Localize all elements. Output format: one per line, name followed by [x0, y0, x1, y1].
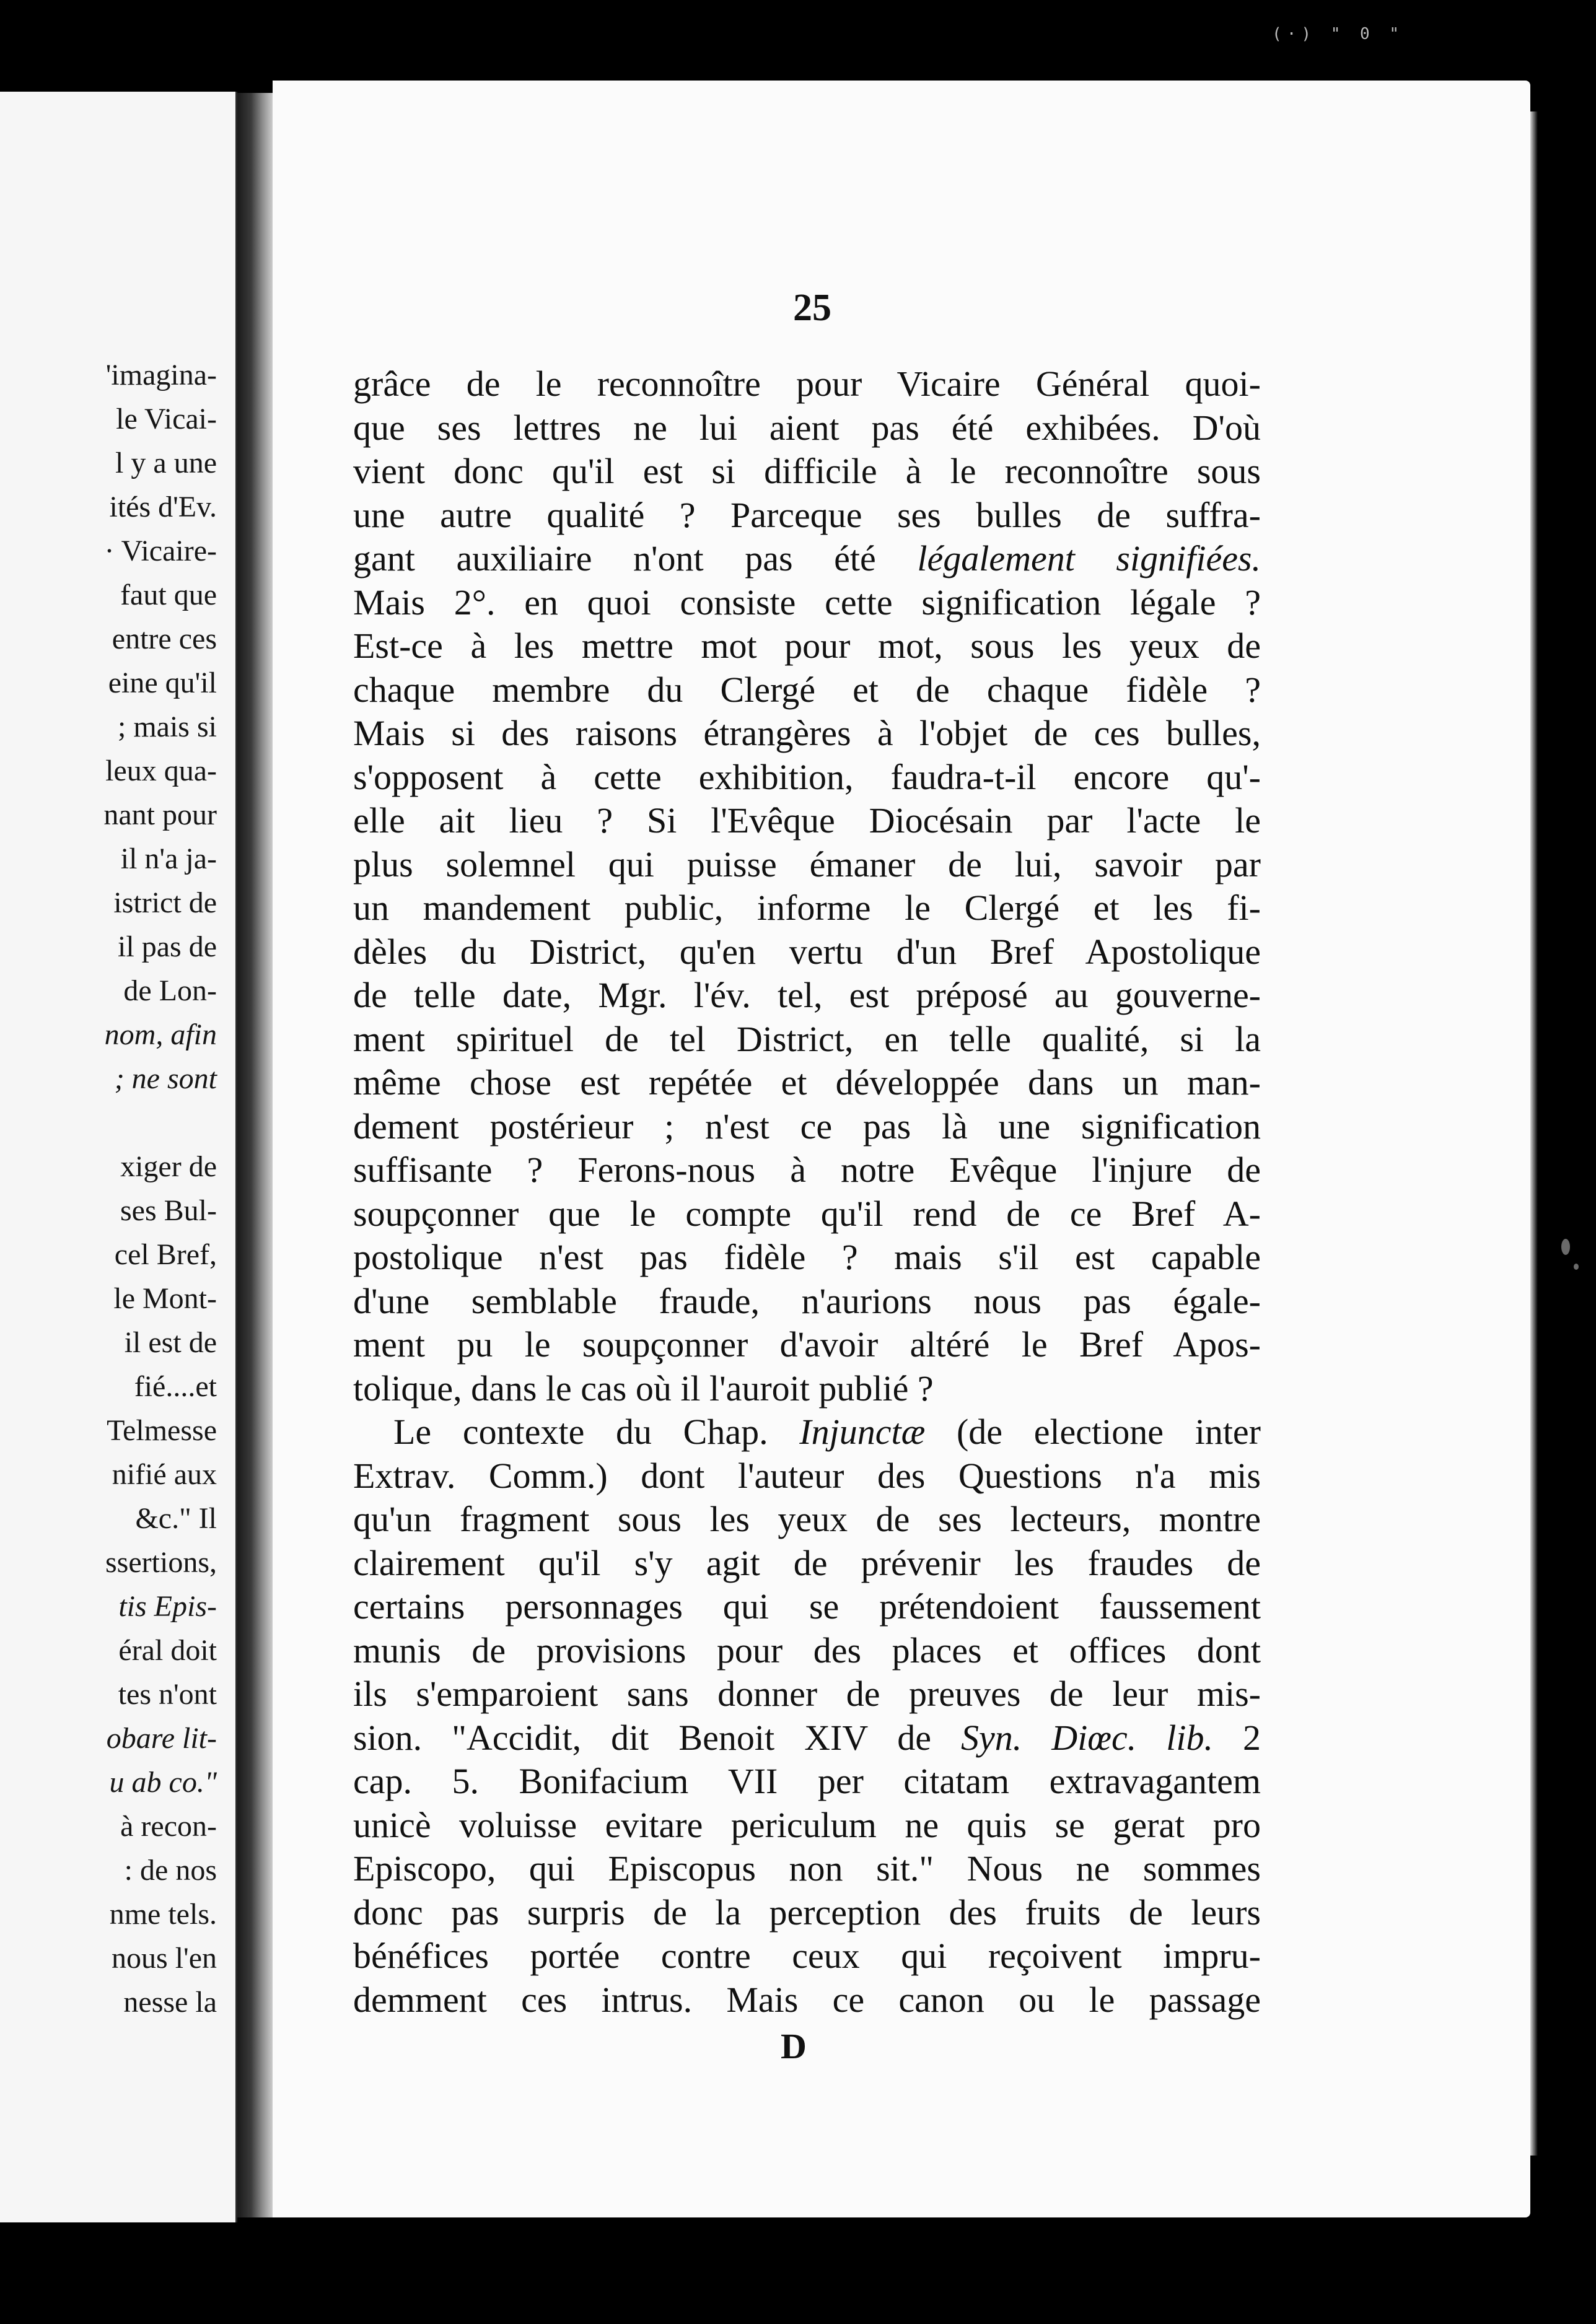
text-line: [353, 1498, 1261, 1541]
text-span: soupçonner que le compte qu'il rend de ce Bref A-: [353, 1193, 1261, 1234]
text-span: ment pu le soupçonner d'avoir altéré le Bref Apos-: [353, 1324, 1261, 1365]
text-span: unicè voluisse evitare periculum ne quis se gerat pro: [353, 1804, 1261, 1845]
previous-page-line: il n'a ja-: [120, 842, 217, 875]
previous-page-line: nme tels.: [109, 1898, 217, 1931]
text-line: [353, 1236, 1261, 1279]
text-line: [353, 1760, 1261, 1803]
text-span: sion. "Accidit, dit Benoit XIV de: [353, 1717, 961, 1758]
previous-page-line: &c." Il: [135, 1502, 217, 1535]
previous-page-line: l y a une: [115, 447, 217, 479]
previous-page-line: obare lit-: [106, 1722, 217, 1755]
previous-page-line: ités d'Ev.: [109, 491, 217, 523]
text-span: vient donc qu'il est si difficile à le reconnoître sous: [353, 451, 1261, 491]
text-line: [353, 1323, 1261, 1366]
text-line: [353, 712, 1261, 755]
text-span: Le contexte du Chap.: [393, 1412, 800, 1452]
text-line: [353, 624, 1261, 668]
previous-page-line: ; ne sont: [114, 1062, 217, 1095]
text-span: elle ait lieu ? Si l'Evêque Diocésain par l'acte le: [353, 800, 1261, 841]
previous-page-line: à recon-: [120, 1810, 217, 1843]
text-line: [353, 1891, 1261, 1934]
previous-page-line: Telmesse: [107, 1414, 217, 1447]
text-span: Extrav. Comm.) dont l'auteur des Questions n'a mis: [353, 1455, 1261, 1496]
text-span: 2: [1212, 1717, 1261, 1758]
previous-page-line: xiger de: [120, 1150, 217, 1183]
text-line: [353, 843, 1261, 886]
text-line: [353, 581, 1261, 624]
text-span: certains personnages qui se prétendoient faussement: [353, 1586, 1261, 1627]
previous-page-line: tes n'ont: [118, 1678, 217, 1711]
previous-page-line: · Vicaire-: [104, 535, 217, 567]
text-line: [353, 1672, 1261, 1716]
text-span: postolique n'est pas fidèle ? mais s'il est capable: [353, 1237, 1261, 1277]
text-line: [353, 756, 1261, 799]
text-line: [353, 1978, 1261, 2022]
previous-page: [0, 92, 237, 2222]
previous-page-line: nant pour: [103, 798, 217, 831]
text-span: Est-ce à les mettre mot pour mot, sous les yeux de: [353, 626, 1261, 666]
text-line: [353, 1367, 1261, 1410]
text-line: [353, 1105, 1261, 1148]
text-line: [353, 1716, 1261, 1760]
previous-page-line: u ab co.": [109, 1766, 217, 1799]
text-line: [353, 1454, 1261, 1498]
text-line: [353, 494, 1261, 537]
text-span: même chose est repétée et développée dans un man-: [353, 1062, 1261, 1103]
text-span: ils s'emparoient sans donner de preuves de leur mis-: [353, 1674, 1261, 1714]
previous-page-line: leux qua-: [105, 754, 217, 787]
text-span: bénéfices portée contre ceux qui reçoivent impru-: [353, 1936, 1261, 1976]
text-line: [393, 1410, 1261, 1454]
previous-page-line: 'imagina-: [105, 359, 217, 391]
text-span: clairement qu'il s'y agit de prévenir les fraudes de: [353, 1542, 1261, 1583]
italic-text: Injunctæ: [799, 1412, 926, 1452]
text-line: [353, 537, 1261, 580]
text-span: (de electione inter: [925, 1412, 1261, 1452]
text-span: grâce de le reconnoître pour Vicaire Général quoi-: [353, 364, 1261, 404]
text-span: tolique, dans le cas où il l'auroit publié ?: [353, 1368, 934, 1409]
text-span: de telle date, Mgr. l'év. tel, est préposé au gouverne-: [353, 975, 1261, 1015]
text-line: [353, 1585, 1261, 1628]
text-span: dement postérieur ; n'est ce pas là une signification: [353, 1106, 1261, 1147]
text-span: que ses lettres ne lui aient pas été exhibées. D'où: [353, 407, 1261, 448]
previous-page-line: ; mais si: [117, 710, 217, 743]
text-span: Mais 2°. en quoi consiste cette signification légale ?: [353, 582, 1261, 622]
text-span: une autre qualité ? Parceque ses bulles de suffra-: [353, 494, 1261, 535]
text-line: [353, 1280, 1261, 1323]
previous-page-line: istrict de: [113, 886, 217, 919]
text-span: qu'un fragment sous les yeux de ses lecteurs, montre: [353, 1499, 1261, 1539]
text-line: [353, 886, 1261, 930]
text-span: gant auxiliaire n'ont pas été: [353, 538, 918, 579]
text-line: [353, 1192, 1261, 1236]
previous-page-line: le Mont-: [113, 1282, 217, 1315]
previous-page-line: éral doit: [118, 1634, 217, 1667]
text-line: [353, 1629, 1261, 1672]
text-span: ment spirituel de tel District, en telle qualité, si la: [353, 1018, 1261, 1059]
text-span: Mais si des raisons étrangères à l'objet de ces bulles,: [353, 713, 1261, 753]
previous-page-line: eine qu'il: [108, 666, 217, 699]
text-line: [353, 930, 1261, 974]
previous-page-line: nous l'en: [112, 1942, 217, 1975]
italic-text: Syn. Diœc. lib.: [960, 1717, 1213, 1758]
italic-text: légalement signifiées.: [917, 538, 1261, 579]
text-line: [353, 1934, 1261, 1978]
previous-page-line: : de nos: [124, 1854, 217, 1887]
text-span: donc pas surpris de la perception des fruits de leurs: [353, 1892, 1261, 1933]
previous-page-line: entre ces: [112, 622, 217, 655]
previous-page-line: il pas de: [118, 930, 217, 963]
text-span: suffisante ? Ferons-nous à notre Evêque l'injure de: [353, 1150, 1261, 1190]
text-span: munis de provisions pour des places et offices dont: [353, 1630, 1261, 1671]
previous-page-line: nom, afin: [104, 1018, 217, 1051]
text-span: demment ces intrus. Mais ce canon ou le passage: [353, 1979, 1261, 2020]
previous-page-line: faut que: [120, 579, 217, 611]
text-span: s'opposent à cette exhibition, faudra-t-il encore qu'-: [353, 756, 1261, 797]
previous-page-line: de Lon-: [123, 974, 217, 1007]
text-line: [353, 1804, 1261, 1847]
text-line: [353, 362, 1261, 406]
previous-page-line: nifié aux: [112, 1458, 217, 1491]
text-span: Episcopo, qui Episcopus non sit." Nous ne sommes: [353, 1848, 1261, 1889]
corner-mark: (·) " 0 ": [1272, 25, 1404, 43]
previous-page-line: il est de: [124, 1326, 217, 1359]
text-line: [353, 974, 1261, 1017]
text-line: [353, 1847, 1261, 1890]
previous-page-line: cel Bref,: [114, 1238, 217, 1271]
text-span: un mandement public, informe le Clergé et les fi-: [353, 888, 1261, 928]
text-line: [353, 668, 1261, 712]
text-line: [353, 799, 1261, 842]
signature-mark: D: [781, 2026, 807, 2066]
text-line: [353, 1061, 1261, 1104]
text-line: [353, 1542, 1261, 1585]
text-line: [353, 406, 1261, 450]
previous-page-line: le Vicai-: [116, 403, 217, 435]
previous-page-line: ses Bul-: [120, 1194, 217, 1227]
text-span: cap. 5. Bonifacium VII per citatam extravagantem: [353, 1761, 1261, 1801]
previous-page-line: fié....et: [134, 1370, 217, 1403]
text-line: [353, 1148, 1261, 1192]
scan-speck: [1574, 1264, 1579, 1270]
previous-page-line: ssertions,: [105, 1546, 217, 1579]
text-span: chaque membre du Clergé et de chaque fidèle ?: [353, 669, 1261, 710]
text-span: d'une semblable fraude, n'aurions nous pas égale-: [353, 1280, 1261, 1321]
book-gutter: [237, 93, 274, 2217]
text-span: dèles du District, qu'en vertu d'un Bref Apostolique: [353, 931, 1261, 972]
text-line: [353, 1018, 1261, 1061]
previous-page-line: tis Epis-: [118, 1590, 217, 1623]
text-span: plus solemnel qui puisse émaner de lui, savoir par: [353, 844, 1261, 885]
page-edge: [1530, 111, 1538, 2156]
previous-page-line: nesse la: [123, 1986, 217, 2019]
text-line: [353, 450, 1261, 493]
scan-speck: [1561, 1239, 1570, 1255]
page-number: 25: [793, 287, 831, 329]
